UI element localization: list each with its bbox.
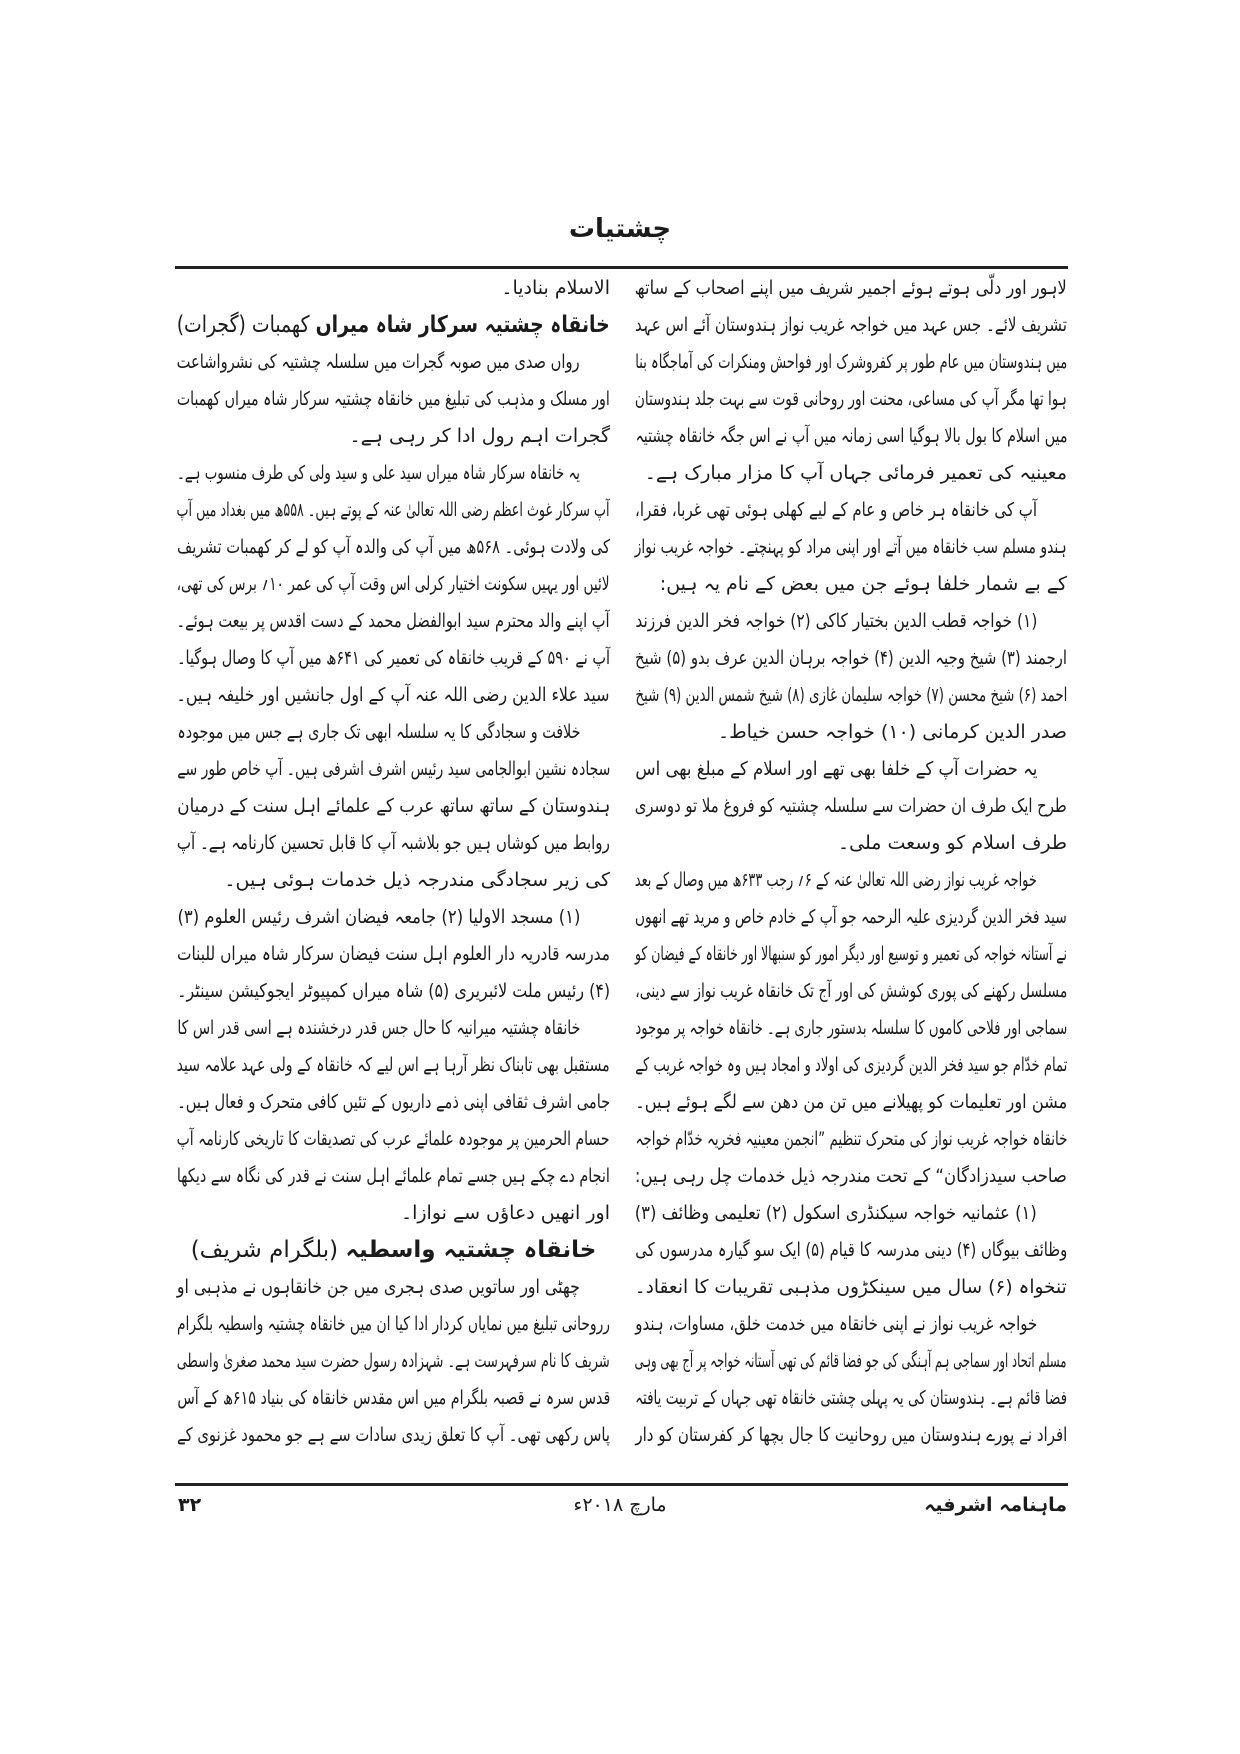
text-line bbox=[177, 714, 610, 751]
paragraph-line-text: خلافت و سجادگی کا یہ سلسلہ ابھی تک جاری ہے جس میں موجودہ bbox=[176, 721, 580, 743]
text-line bbox=[177, 899, 610, 936]
heading-location-part: کھمبات (گجرات) bbox=[176, 312, 310, 338]
text-line bbox=[177, 1047, 610, 1084]
section-heading bbox=[177, 1232, 610, 1269]
text-line bbox=[177, 936, 610, 973]
paragraph-line-text: شریف کا نام سرفہرست ہے۔ شہزادہ رسول حضرت سید محمد صغریٰ واسطی bbox=[176, 1350, 610, 1372]
paragraph-line-text: معینیہ کی تعمیر فرمائی جہاں آپ کا مزار مبارک ہے۔ bbox=[644, 462, 1067, 484]
text-line bbox=[177, 1010, 610, 1047]
text-line bbox=[177, 270, 610, 307]
paragraph-line-text: (۱) خواجہ قطب الدین بختیار کاکی (۲) خواجہ فخر الدین فرزند bbox=[635, 610, 1037, 632]
paragraph-line-text: تشریف لائے۔ جس عہد میں خواجہ غریب نواز ہندوستان آئے اس عہد bbox=[635, 314, 1067, 336]
text-line bbox=[177, 603, 610, 640]
paragraph-line-text: (۱) عثمانیہ خواجہ سیکنڈری اسکول (۲) تعلیمی وظائف (۳) bbox=[634, 1202, 1037, 1224]
text-line bbox=[177, 381, 610, 418]
text-line bbox=[635, 1195, 1067, 1232]
text-line bbox=[177, 973, 610, 1010]
text-line bbox=[635, 1306, 1067, 1343]
paragraph-line-text: ہوا تھا مگر آپ کی مساعی، محنت اور روحانی قوت سے بہت جلد ہندوستان bbox=[635, 388, 1067, 410]
text-line bbox=[177, 1084, 610, 1121]
issue-date: مارچ ۲۰۱۸ء bbox=[573, 1494, 667, 1516]
text-line bbox=[635, 529, 1067, 566]
paragraph-line-text: خواجہ غریب نواز نے اپنی خانقاہ میں خدمت خلق، مساوات، ہندو bbox=[634, 1313, 1037, 1335]
paragraph-line-text: سید علاء الدین رضی اللہ عنہ آپ کے اول جانشیں اور خلیفہ ہیں۔ bbox=[176, 684, 610, 706]
left-column bbox=[177, 270, 610, 1454]
text-line bbox=[635, 1269, 1067, 1306]
paragraph-line-text: اور مسلک و مذہب کی تبلیغ میں خانقاہ چشتیہ سرکار شاہ میراں کھمبات bbox=[177, 388, 610, 410]
paragraph-line-text: یہ خانقاہ سرکار شاہ میراں سید علی و سید ولی کی طرف منسوب ہے۔ bbox=[176, 462, 580, 484]
text-line bbox=[177, 418, 610, 455]
text-line bbox=[177, 1195, 610, 1232]
paragraph-line-text: پاس رکھی تھی۔ آپ کا تعلق زیدی سادات سے ہے جو محمود غزنوی کے bbox=[176, 1424, 610, 1446]
right-column bbox=[635, 270, 1067, 1454]
section-heading-text bbox=[191, 1232, 597, 1269]
text-line bbox=[635, 1010, 1067, 1047]
paragraph-line-text: وظائف بیوگاں (۴) دینی مدرسہ کا قیام (۵) ایک سو گیارہ مدرسوں کی bbox=[635, 1239, 1067, 1261]
paragraph-line-text: مشن اور تعلیمات کو پھیلانے میں تن من دھن سے لگے ہوئے ہیں۔ bbox=[634, 1091, 1067, 1113]
paragraph-line-text: خانقاہ خواجہ غریب نواز کی متحرک تنظیم ”انجمن معینیہ فخریہ خدّام خواجہ bbox=[635, 1128, 1067, 1150]
text-line bbox=[635, 788, 1067, 825]
paragraph-line-text: آپ سرکار غوث اعظم رضی اللہ تعالیٰ عنہ کے پوتے ہیں۔ ۵۵۸ھ میں بغداد میں آپ bbox=[177, 499, 610, 521]
paragraph-line-text: ارجمند (۳) شیخ وجیہ الدین (۴) خواجہ برہان الدین عرف بدو (۵) شیخ bbox=[635, 647, 1067, 669]
text-line bbox=[635, 455, 1067, 492]
paragraph-line-text: احمد (۶) شیخ محسن (۷) خواجہ سلیمان غازی (۸) شیخ شمس الدین (۹) شیخ bbox=[635, 684, 1067, 706]
heading-bold-part: خانقاہ چشتیہ واسطیہ bbox=[345, 1237, 597, 1263]
section-heading bbox=[177, 307, 610, 344]
text-line bbox=[177, 751, 610, 788]
paragraph-line-text: نے آستانہ خواجہ کی تعمیر و توسیع اور دیگر امور کو سنبھالا اور خانقاہ کے فیضان کو bbox=[634, 943, 1067, 965]
text-line bbox=[635, 640, 1067, 677]
paragraph-line-text: ہندوستان کے ساتھ ساتھ عرب کے علمائے اہل سنت کے درمیان bbox=[176, 795, 610, 817]
text-line bbox=[635, 1380, 1067, 1417]
paragraph-line-text: خانقاہ چشتیہ میرانیہ کا حال جس قدر درخشندہ ہے اسی قدر اس کا bbox=[177, 1017, 580, 1039]
paragraph-line-text: رروحانی تبلیغ میں نمایاں کردار ادا کیا ان میں خانقاہ چشتیہ واسطیہ بلگرام bbox=[176, 1313, 610, 1335]
text-line bbox=[177, 788, 610, 825]
paragraph-line-text: لاہور اور دلّی ہوتے ہوئے اجمیر شریف میں اپنے اصحاب کے ساتھ bbox=[635, 277, 1067, 299]
paragraph-line-text: تمام خدّام جو سید فخر الدین گردیزی کی اولاد و امجاد ہیں وہ خواجہ غریب کے bbox=[634, 1054, 1067, 1076]
text-line bbox=[635, 307, 1067, 344]
text-line bbox=[635, 714, 1067, 751]
paragraph-line-text: رواں صدی میں صوبہ گجرات میں سلسلہ چشتیہ کی نشرواشاعت bbox=[176, 351, 580, 373]
text-line bbox=[635, 936, 1067, 973]
text-line bbox=[635, 1158, 1067, 1195]
paragraph-line-text: آپ کی خانقاہ ہر خاص و عام کے لیے کھلی ہوئی تھی غربا، فقرا، bbox=[635, 499, 1037, 521]
text-line bbox=[177, 1343, 610, 1380]
text-line bbox=[177, 1158, 610, 1195]
paragraph-line-text: گجرات اہم رول ادا کر رہی ہے۔ bbox=[349, 425, 610, 447]
paragraph-line-text: صاحب سیدزادگان“ کے تحت مندرجہ ذیل خدمات چل رہی ہیں: bbox=[635, 1165, 1067, 1187]
text-line bbox=[635, 603, 1067, 640]
paragraph-line-text: ہندو مسلم سب خانقاہ میں آتے اور اپنی مراد کو پہنچتے۔ خواجہ غریب نواز bbox=[635, 536, 1067, 558]
text-line bbox=[177, 677, 610, 714]
text-line bbox=[177, 455, 610, 492]
paragraph-line-text: روابط میں کوشاں ہیں جو بلاشبہ آپ کا قابل تحسین کارنامہ ہے۔ آپ bbox=[177, 832, 610, 854]
paragraph-line-text: الاسلام بنادیا۔ bbox=[501, 277, 610, 299]
paragraph-line-text: یہ حضرات آپ کے خلفا بھی تھے اور اسلام کے مبلغ بھی اس bbox=[634, 758, 1037, 780]
text-line bbox=[635, 1121, 1067, 1158]
text-line bbox=[635, 862, 1067, 899]
text-line bbox=[635, 899, 1067, 936]
paragraph-line-text: کی زیر سجادگی مندرجہ ذیل خدمات ہوئی ہیں۔ bbox=[224, 869, 610, 891]
section-heading-text bbox=[177, 307, 610, 344]
text-line bbox=[177, 492, 610, 529]
text-line bbox=[635, 381, 1067, 418]
text-line bbox=[635, 751, 1067, 788]
text-line bbox=[635, 344, 1067, 381]
text-line bbox=[177, 529, 610, 566]
page-section-title: چشتیات bbox=[568, 214, 672, 244]
paragraph-line-text: سجادہ نشین ابوالجامی سید رئیس اشرف اشرفی ہیں۔ آپ خاص طور سے bbox=[176, 758, 610, 780]
paragraph-line-text: مسلم اتحاد اور سماجی ہم آہنگی کی جو فضا قائم کی تھی آستانہ خواجہ پر آج بھی وہی bbox=[634, 1350, 1067, 1372]
text-line bbox=[635, 270, 1067, 307]
text-line bbox=[635, 1343, 1067, 1380]
text-line bbox=[177, 1306, 610, 1343]
paragraph-line-text: فضا قائم ہے۔ ہندوستان کی یہ پہلی چشتی خانقاہ تھی جہاں کے تربیت یافتہ bbox=[634, 1387, 1067, 1409]
text-line bbox=[177, 344, 610, 381]
text-line bbox=[635, 566, 1067, 603]
magazine-name: ماہنامہ اشرفیہ bbox=[924, 1494, 1067, 1516]
text-line bbox=[635, 973, 1067, 1010]
paragraph-line-text: جامی اشرف ثقافی اپنی ذمے داریوں کے تئیں کافی متحرک و فعال ہیں۔ bbox=[177, 1091, 610, 1113]
header-divider bbox=[175, 266, 1068, 269]
text-line bbox=[177, 825, 610, 862]
text-line bbox=[177, 1417, 610, 1454]
paragraph-line-text: خواجہ غریب نواز رضی اللہ تعالیٰ عنہ کے ۶؍ رجب ۶۳۳ھ میں وصال کے بعد bbox=[635, 869, 1037, 891]
paragraph-line-text: (۱) مسجد الاولیا (۲) جامعہ فیضان اشرف رئیس العلوم (۳) bbox=[177, 906, 580, 928]
paragraph-line-text: آپ نے ۵۹۰ کے قریب خانقاہ کی تعمیر کی ۶۴۱ھ میں آپ کا وصال ہوگیا۔ bbox=[177, 647, 610, 669]
paragraph-line-text: کے بے شمار خلفا ہوئے جن میں بعض کے نام یہ ہیں: bbox=[659, 573, 1067, 595]
paragraph-line-text: قدس سرہ نے قصبہ بلگرام میں اس مقدس خانقاہ کی بنیاد ۶۱۵ھ کے آس bbox=[176, 1387, 610, 1409]
paragraph-line-text: میں ہندوستان میں عام طور پر کفروشرک اور فواحش ومنکرات کی آماجگاہ بنا bbox=[635, 351, 1067, 373]
text-line bbox=[177, 862, 610, 899]
paragraph-line-text: طرف اسلام کو وسعت ملی۔ bbox=[838, 832, 1067, 854]
text-line bbox=[177, 566, 610, 603]
paragraph-line-text: لائیں اور یہیں سکونت اختیار کرلی اس وقت آپ کی عمر ۱۰؍ برس کی تھی، bbox=[176, 573, 610, 595]
text-line bbox=[635, 1047, 1067, 1084]
paragraph-line-text: مدرسہ قادریہ دار العلوم اہل سنت فیضان سرکار شاہ میراں للبنات bbox=[176, 943, 610, 965]
paragraph-line-text: اور انھیں دعاؤں سے نوازا۔ bbox=[400, 1202, 610, 1224]
paragraph-line-text: افراد نے پورے ہندوستان میں روحانیت کا جال بچھا کر کفرستان کو دار bbox=[634, 1424, 1067, 1446]
paragraph-line-text: طرح ایک طرف ان حضرات سے سلسلہ چشتیہ کو فروغ ملا تو دوسری bbox=[634, 795, 1067, 817]
paragraph-line-text: انجام دے چکے ہیں جسے تمام علمائے اہل سنت نے قدر کی نگاہ سے دیکھا bbox=[176, 1165, 610, 1187]
paragraph-line-text: میں اسلام کا بول بالا ہوگیا اسی زمانہ میں آپ نے اس جگہ خانقاہ چشتیہ bbox=[635, 425, 1067, 447]
paragraph-line-text: تنخواہ (۶) سال میں سینکڑوں مذہبی تقریبات کا انعقاد۔ bbox=[634, 1276, 1067, 1298]
paragraph-line-text: (۴) رئیس ملت لائبریری (۵) شاہ میراں کمپیوٹر ایجوکیشن سینٹر۔ bbox=[177, 980, 610, 1002]
heading-location-part: (بلگرام شریف) bbox=[190, 1237, 339, 1263]
text-line bbox=[177, 640, 610, 677]
text-line bbox=[635, 1232, 1067, 1269]
text-line bbox=[635, 492, 1067, 529]
text-line bbox=[177, 1269, 610, 1306]
paragraph-line-text: صدر الدین کرمانی (۱۰) خواجہ حسن خیاط۔ bbox=[717, 721, 1067, 743]
text-line bbox=[635, 1084, 1067, 1121]
text-line bbox=[635, 825, 1067, 862]
page-number: ۳۲ bbox=[178, 1494, 202, 1516]
paragraph-line-text: کی ولادت ہوئی۔ ۵۶۸ھ میں آپ کی والدہ آپ کو لے کر کھمبات تشریف bbox=[177, 536, 610, 558]
paragraph-line-text: چھٹی اور ساتویں صدی ہجری میں جن خانقاہوں نے مذہبی او bbox=[177, 1276, 580, 1298]
text-line bbox=[635, 418, 1067, 455]
paragraph-line-text: مسلسل رکھنے کی پوری کوشش کی اور آج تک خانقاہ غریب نواز سے دینی، bbox=[634, 980, 1067, 1002]
text-line bbox=[635, 677, 1067, 714]
paragraph-line-text: سماجی اور فلاحی کاموں کا سلسلہ بدستور جاری ہے۔ خانقاہ خواجہ پر موجود bbox=[635, 1017, 1067, 1039]
paragraph-line-text: آپ اپنے والد محترم سید ابوالفضل محمد کے دست اقدس پر بیعت ہوئے۔ bbox=[177, 610, 610, 632]
text-line bbox=[635, 1417, 1067, 1454]
footer-divider bbox=[175, 1483, 1068, 1486]
paragraph-line-text: مستقبل بھی تابناک نظر آرہا ہے اس لیے کہ خانقاہ کے ولی عہد علامہ سید bbox=[177, 1054, 610, 1076]
paragraph-line-text: سید فخر الدین گردیزی علیہ الرحمہ جو آپ کے خادم خاص و مرید تھے انھوں bbox=[635, 906, 1067, 928]
paragraph-line-text: حسام الحرمین پر موجودہ علمائے عرب کی تصدیقات کا تاریخی کارنامہ آپ bbox=[177, 1128, 610, 1150]
text-line bbox=[177, 1121, 610, 1158]
text-line bbox=[177, 1380, 610, 1417]
heading-bold-part: خانقاہ چشتیہ سرکار شاہ میراں bbox=[315, 312, 610, 338]
